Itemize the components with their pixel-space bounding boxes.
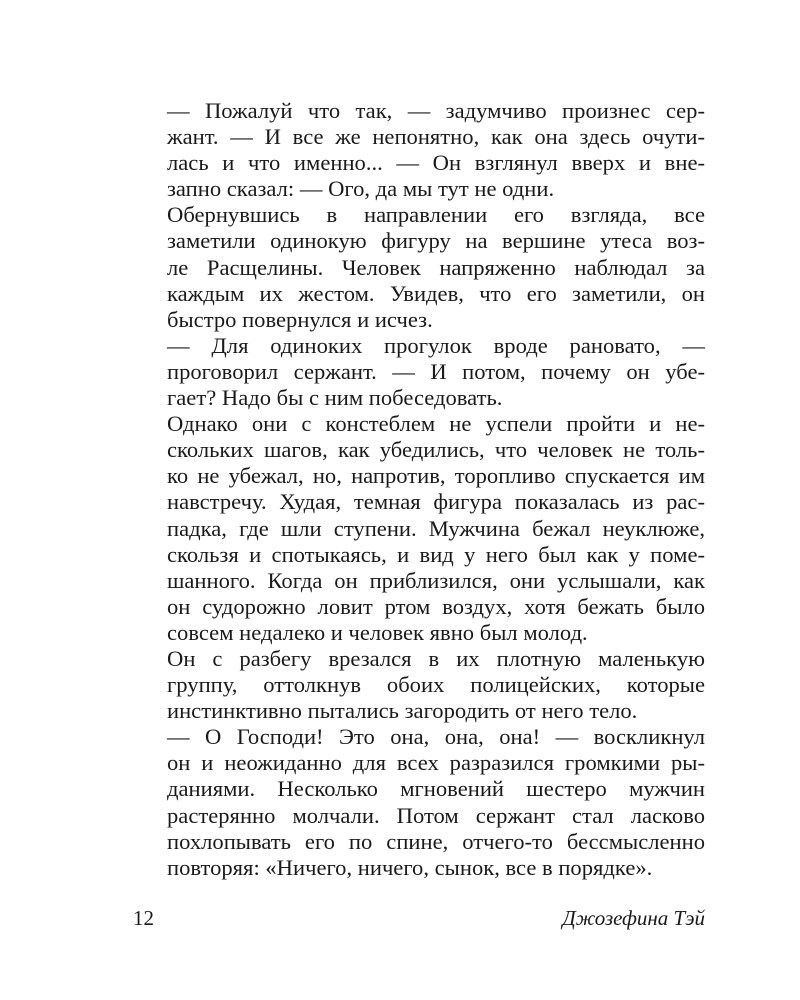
- text-line: ко не убежал, но, напротив, торопливо спускается им: [167, 463, 705, 489]
- text-line: навстречу. Худая, темная фигура показалась из рас-: [167, 489, 705, 515]
- text-line: лась и что именно... — Он взглянул вверх и вне-: [167, 150, 705, 176]
- text-line: он и неожиданно для всех разразился громкими ры-: [167, 750, 705, 776]
- text-line: быстро повернулся и исчез.: [167, 306, 433, 332]
- text-line: он судорожно ловит ртом воздух, хотя бежать было: [167, 593, 705, 619]
- text-line: группу, оттолкнув обоих полицейских, которые: [167, 672, 705, 698]
- text-line: инстинктивно пытались загородить от него тело.: [167, 698, 638, 724]
- paragraph: [133, 333, 705, 411]
- text-line: жант. — И все же непонятно, как она здесь очути-: [167, 124, 705, 150]
- text-line: проговорил сержант. — И потом, почему он убе-: [167, 358, 705, 384]
- text-line: скольких шагов, как убедились, что человек не толь-: [167, 437, 705, 463]
- paragraph: [133, 202, 705, 332]
- text-line: шанного. Когда он приблизился, они услышали, как: [167, 567, 705, 593]
- paragraph: [133, 724, 705, 881]
- paragraph: [133, 98, 705, 202]
- text-line: Он с разбегу врезался в их плотную маленькую: [167, 645, 705, 671]
- text-line: — О Господи! Это она, она, она! — воскликнул: [167, 724, 705, 750]
- text-line: скользя и спотыкаясь, и вид у него был как у поме-: [167, 541, 705, 567]
- text-line: запно сказал: — Ого, да мы тут не одни.: [167, 176, 555, 202]
- running-footer-author: Джозефина Тэй: [562, 906, 705, 930]
- text-line: повторяя: «Ничего, ничего, сынок, все в порядке».: [167, 854, 653, 880]
- text-line: растерянно молчали. Потом сержант стал ласково: [167, 802, 705, 828]
- text-line: каждым их жестом. Увидев, что его заметили, он: [167, 280, 705, 306]
- text-line: заметили одинокую фигуру на вершине утеса воз-: [167, 228, 705, 254]
- paragraph: [133, 411, 705, 646]
- text-line: даниями. Несколько мгновений шестеро мужчин: [167, 776, 705, 802]
- text-line: похлопывать его по спине, отчего-то бессмысленно: [167, 828, 705, 854]
- text-line: — Для одиноких прогулок вроде рановато, —: [167, 332, 705, 358]
- text-line: падка, где шли ступени. Мужчина бежал неуклюже,: [167, 515, 705, 541]
- paragraph: [133, 646, 705, 724]
- text-line: совсем недалеко и человек явно был молод.: [167, 619, 588, 645]
- text-line: Однако они с констеблем не успели пройти и не-: [167, 411, 705, 437]
- text-line: Обернувшись в направлении его взгляда, все: [167, 202, 705, 228]
- text-line: гает? Надо бы с ним побеседовать.: [167, 385, 503, 411]
- body-text: [133, 98, 705, 881]
- text-line: ле Расщелины. Человек напряженно наблюдал за: [167, 254, 705, 280]
- page-number: 12: [133, 906, 154, 930]
- text-line: — Пожалуй что так, — задумчиво произнес сер-: [167, 98, 705, 123]
